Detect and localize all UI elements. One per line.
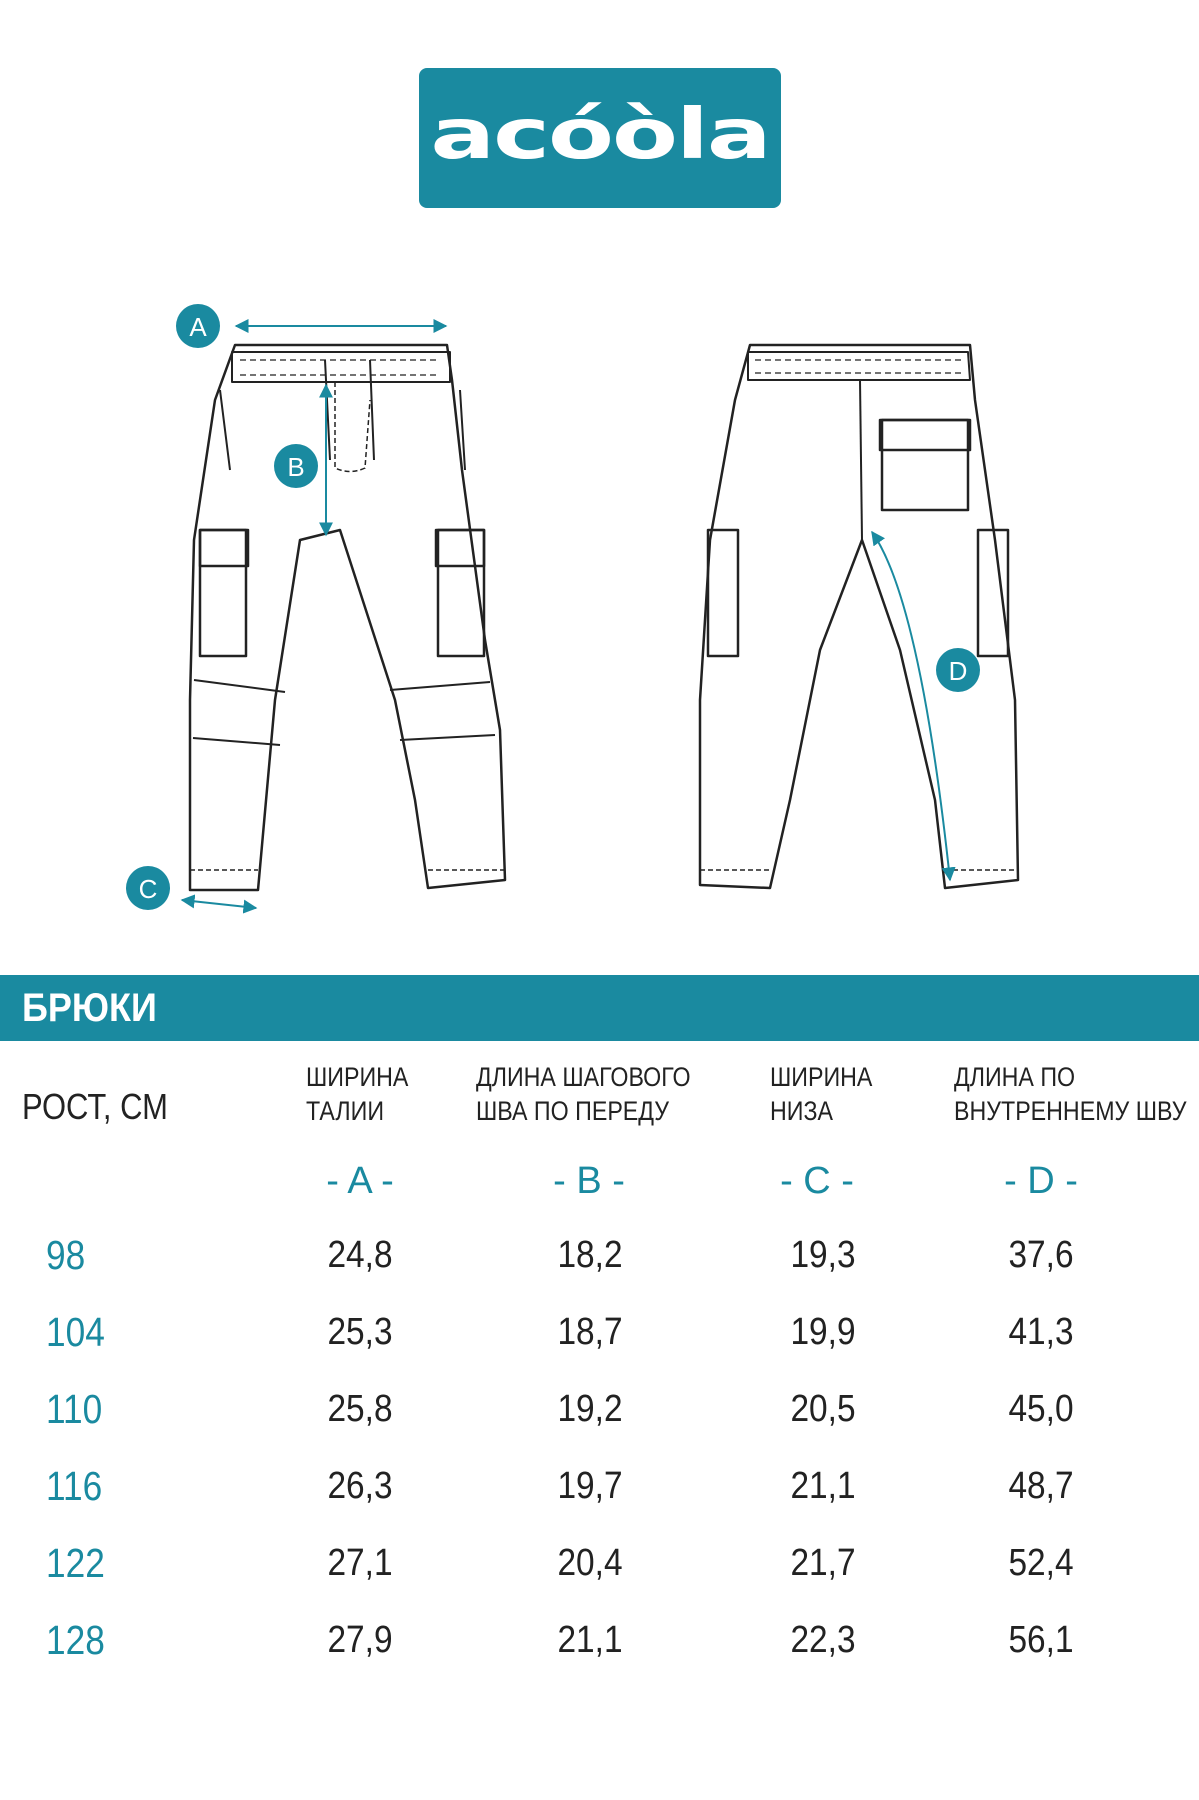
- row-height-label: 110: [46, 1386, 103, 1432]
- row-height-label: 98: [46, 1232, 86, 1278]
- brand-logo: [419, 68, 781, 208]
- marker-d: [936, 648, 980, 692]
- cell-c: 22,3: [790, 1619, 856, 1661]
- marker-a: [176, 304, 220, 348]
- cell-a: 25,8: [327, 1388, 393, 1430]
- col-d-header-line2: ВНУТРЕННЕМУ ШВУ: [954, 1096, 1187, 1126]
- col-b-header-line2: ШВА ПО ПЕРЕДУ: [476, 1096, 670, 1126]
- front-pants-outline: [190, 345, 505, 890]
- back-waistband: [748, 352, 970, 380]
- marker-d-label: D: [948, 656, 968, 686]
- cell-a: 24,8: [327, 1234, 393, 1276]
- cell-c: 21,1: [790, 1465, 856, 1507]
- section-banner: [0, 975, 1199, 1041]
- cell-a: 27,9: [327, 1619, 393, 1661]
- cell-b: 18,2: [557, 1234, 623, 1276]
- front-left-cargo-pocket: [200, 530, 246, 656]
- front-waistband: [232, 352, 450, 382]
- cell-d: 56,1: [1008, 1619, 1074, 1661]
- cell-d: 52,4: [1008, 1542, 1074, 1584]
- cell-a: 27,1: [327, 1542, 393, 1584]
- col-d-header-line1: ДЛИНА ПО: [954, 1062, 1076, 1092]
- cell-c: 21,7: [790, 1542, 856, 1584]
- row-height-label: 104: [46, 1309, 105, 1355]
- cell-d: 41,3: [1008, 1311, 1074, 1353]
- marker-c: [126, 866, 170, 910]
- col-c-letter: - C -: [780, 1160, 854, 1202]
- cell-b: 19,2: [557, 1388, 623, 1430]
- cell-d: 37,6: [1008, 1234, 1074, 1276]
- cell-b: 18,7: [557, 1311, 623, 1353]
- cell-b: 19,7: [557, 1465, 623, 1507]
- col-a-header-line2: ТАЛИИ: [306, 1096, 385, 1126]
- col-b-letter: - B -: [553, 1160, 625, 1202]
- front-right-cargo-pocket: [438, 530, 484, 656]
- logo-text: acóòla: [430, 93, 770, 175]
- cell-d: 45,0: [1008, 1388, 1074, 1430]
- marker-a-label: A: [189, 312, 207, 342]
- row-height-label: 122: [46, 1540, 105, 1586]
- back-patch-pocket: [882, 420, 968, 510]
- row-height-label: 116: [46, 1463, 103, 1509]
- height-header: РОСТ, СМ: [22, 1086, 168, 1127]
- col-c-header-line2: НИЗА: [770, 1096, 833, 1126]
- cell-b: 20,4: [557, 1542, 623, 1584]
- cell-a: 26,3: [327, 1465, 393, 1507]
- pants-diagram: [0, 280, 1199, 940]
- cell-d: 48,7: [1008, 1465, 1074, 1507]
- col-c-header-line1: ШИРИНА: [770, 1062, 873, 1092]
- cell-c: 19,3: [790, 1234, 856, 1276]
- col-b-header-line1: ДЛИНА ШАГОВОГО: [476, 1062, 691, 1092]
- marker-c-label: C: [138, 874, 158, 904]
- col-a-header-line1: ШИРИНА: [306, 1062, 409, 1092]
- col-d-letter: - D -: [1004, 1160, 1078, 1202]
- col-a-letter: - A -: [326, 1160, 394, 1202]
- cell-c: 19,9: [790, 1311, 856, 1353]
- marker-b-label: B: [287, 452, 305, 482]
- marker-b: [274, 444, 318, 488]
- cell-a: 25,3: [327, 1311, 393, 1353]
- section-title: БРЮКИ: [22, 986, 157, 1030]
- row-height-label: 128: [46, 1617, 105, 1663]
- cell-c: 20,5: [790, 1388, 856, 1430]
- cell-b: 21,1: [557, 1619, 623, 1661]
